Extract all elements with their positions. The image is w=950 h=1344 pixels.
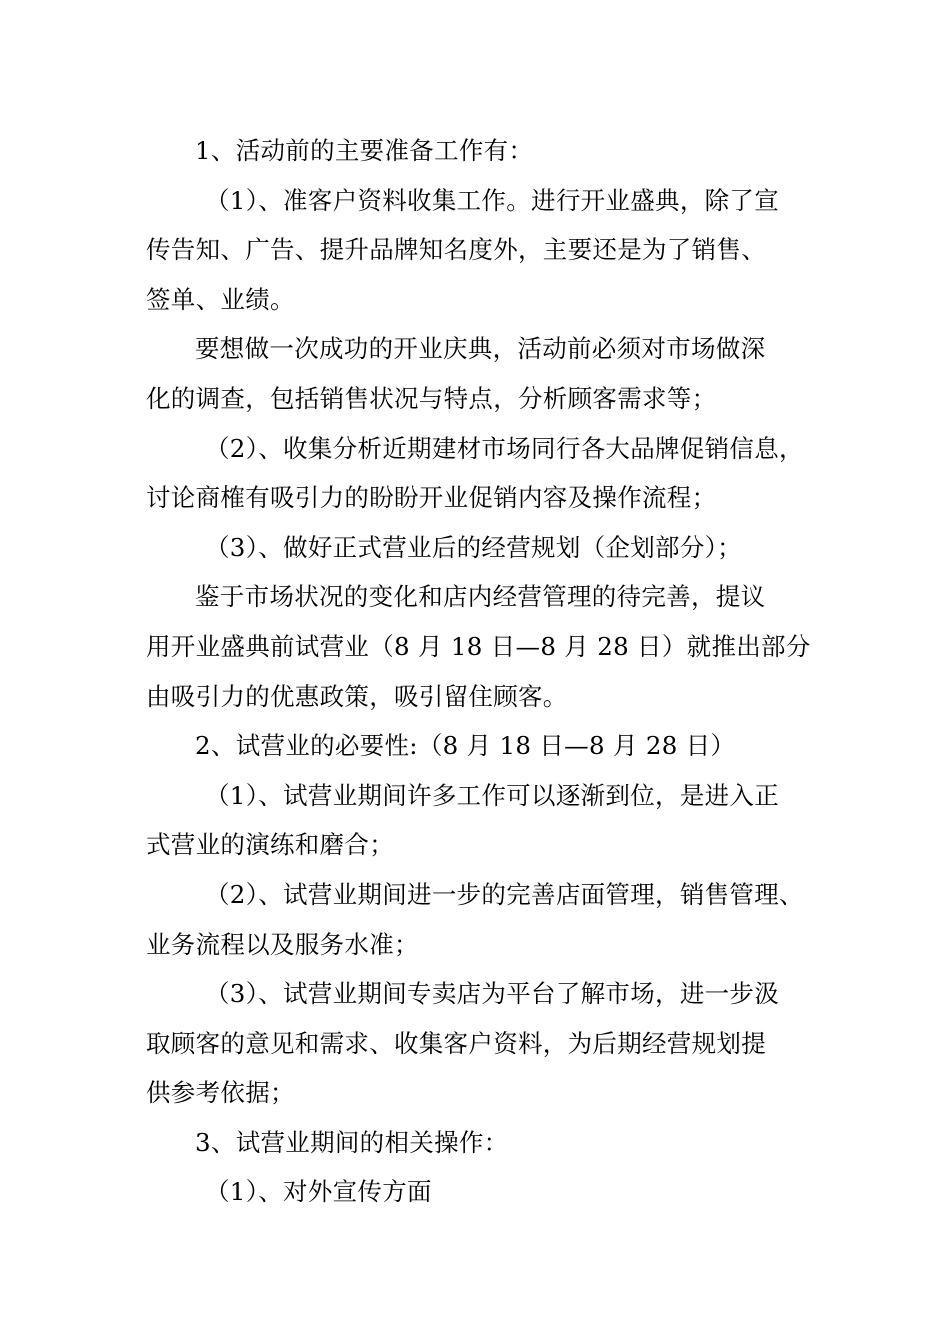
paragraph-line: 要想做一次成功的开业庆典，活动前必须对市场做深 — [195, 334, 766, 364]
paragraph-line: 讨论商榷有吸引力的盼盼开业促销内容及操作流程； — [146, 483, 717, 513]
paragraph-line: （3）、做好正式营业后的经营规划（企划部分）； — [205, 532, 742, 562]
paragraph-line: 传告知、广告、提升品牌知名度外，主要还是为了销售、 — [146, 235, 766, 265]
paragraph-line: （2）、试营业期间进一步的完善店面管理，销售管理、 — [205, 879, 804, 909]
paragraph-line: 化的调查，包括销售状况与特点，分析顾客需求等； — [146, 383, 717, 413]
paragraph-line: （3）、试营业期间专卖店为平台了解市场，进一步汲 — [205, 979, 780, 1009]
paragraph-line: （2）、收集分析近期建材市场同行各大品牌促销信息， — [205, 433, 804, 463]
section-heading-1: 1、活动前的主要准备工作有： — [195, 136, 534, 165]
paragraph-line: 式营业的演练和磨合； — [146, 830, 394, 860]
paragraph-line: （1）、对外宣传方面 — [205, 1177, 432, 1207]
paragraph-line: 签单、业绩。 — [146, 284, 295, 314]
paragraph-line: 取顾客的意见和需求、收集客户资料，为后期经营规划提 — [146, 1028, 766, 1058]
paragraph-line: 用开业盛典前试营业（8 月 18 日—8 月 28 日）就推出部分 — [146, 631, 811, 661]
paragraph-line: （1）、准客户资料收集工作。进行开业盛典，除了宣 — [205, 185, 780, 215]
paragraph-line: 业务流程以及服务水准； — [146, 929, 419, 959]
paragraph-line: 由吸引力的优惠政策，吸引留住顾客。 — [146, 681, 568, 711]
paragraph-line: 鉴于市场状况的变化和店内经营管理的待完善，提议 — [195, 582, 766, 612]
section-heading-3: 3、试营业期间的相关操作： — [195, 1127, 509, 1157]
section-heading-2: 2、试营业的必要性:（8 月 18 日—8 月 28 日） — [195, 731, 736, 761]
document-body — [146, 126, 836, 1217]
paragraph-line: 供参考依据； — [146, 1078, 295, 1108]
paragraph-line: （1）、试营业期间许多工作可以逐渐到位，是进入正 — [205, 780, 780, 810]
